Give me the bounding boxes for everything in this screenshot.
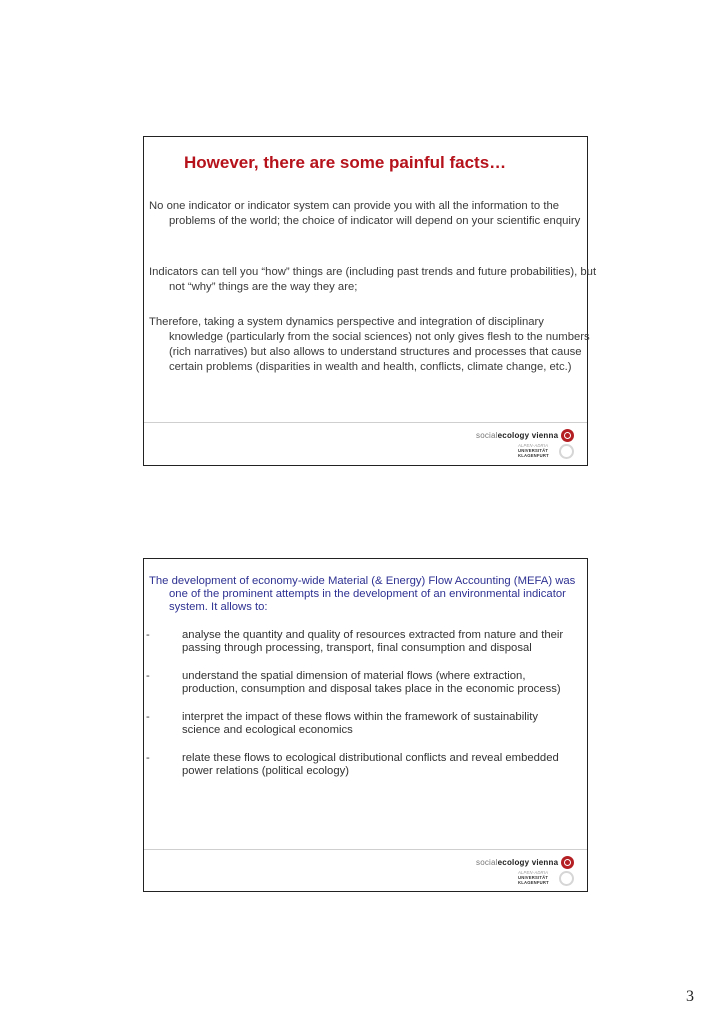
bullet-list [146, 629, 578, 793]
intro-text: The development of economy-wide Material (& Energy) Flow Accounting (MEFA) was one of the prominent attempts in the development of an environmental indicator system. It allows to: [149, 575, 576, 613]
social-ecology-vienna-logo [476, 856, 574, 892]
logo-mark-icon [561, 856, 574, 869]
university-logo-text: ALPEN-ADRIA UNIVERSITÄT KLAGENFURT [518, 443, 549, 458]
university-swirl-icon [559, 444, 574, 459]
footer-divider [144, 422, 587, 423]
logo-wordmark: socialecology vienna [476, 858, 559, 867]
list-item: - relate these flows to ecological distributional conflicts and reveal embedded power relations (political ecology) [146, 752, 559, 777]
social-ecology-vienna-logo [476, 429, 574, 465]
paragraph: Indicators can tell you “how” things are (including past trends and future probabilities), but not “why” things are the way they are; [149, 266, 597, 293]
university-logo-text: ALPEN-ADRIA UNIVERSITÄT KLAGENFURT [518, 870, 549, 885]
list-item: - analyse the quantity and quality of resources extracted from nature and their passing through processing, transport, final consumption and disposal [146, 629, 564, 654]
list-item: - interpret the impact of these flows within the framework of sustainability science and ecological economics [146, 711, 539, 736]
slide-2 [143, 558, 588, 892]
list-item: - understand the spatial dimension of material flows (where extraction, production, consumption and disposal takes place in the economic process) [146, 670, 561, 695]
logo-mark-icon [561, 429, 574, 442]
page-number: 3 [686, 988, 694, 1005]
footer-divider [144, 849, 587, 850]
slide-title: However, there are some painful facts… [184, 153, 507, 172]
logo-wordmark: socialecology vienna [476, 431, 559, 440]
university-swirl-icon [559, 871, 574, 886]
paragraph: No one indicator or indicator system can provide you with all the information to the problems of the world; the choice of indicator will depend on your scientific enquiry [149, 200, 581, 227]
slide-1 [143, 136, 597, 466]
paragraph: Therefore, taking a system dynamics perspective and integration of disciplinary knowledge (particularly from the social sciences) not only gives flesh to the numbers (rich narratives) but also allows to understand structures and processes that cause certain problems (disparities in wealth and health, conflicts, climate change, etc.) [149, 316, 590, 373]
